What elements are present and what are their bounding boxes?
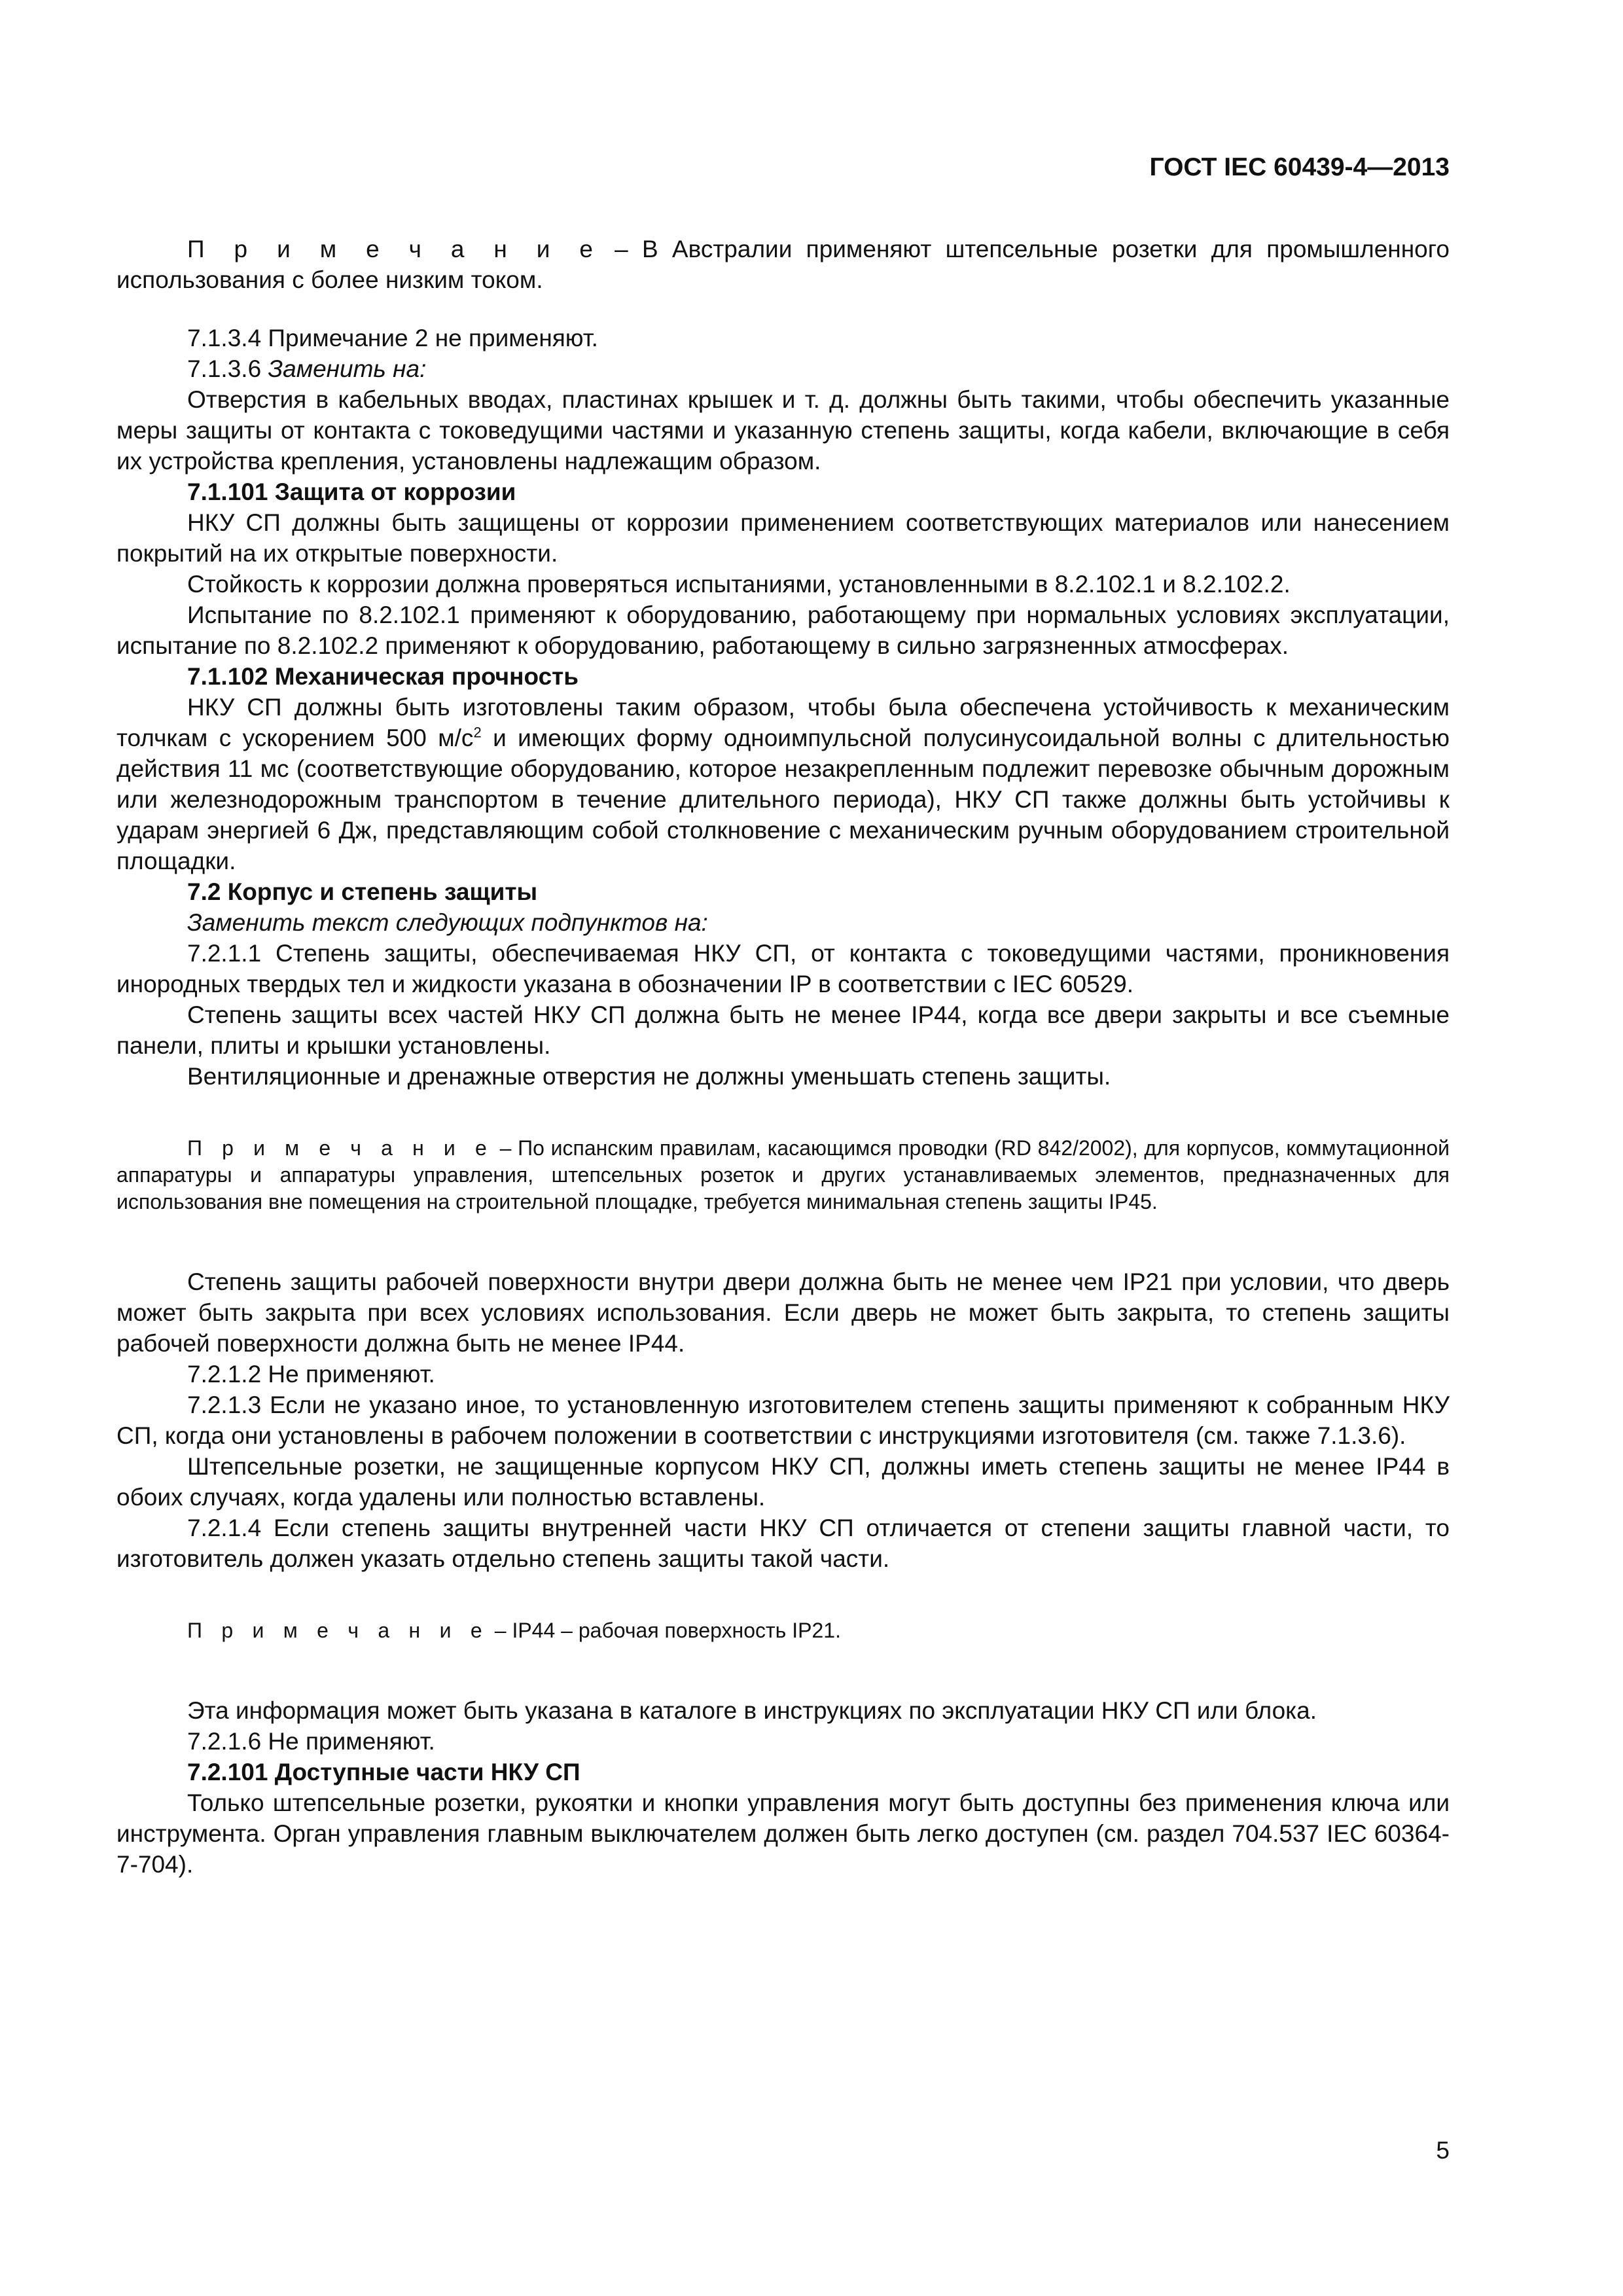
paragraph-7-1-3-4: 7.1.3.4 Примечание 2 не применяют.: [187, 325, 598, 351]
paragraph-accessible-parts: Только штепсельные розетки, рукоятки и кнопки управления могут быть доступны без применения ключа или инструмента. Орган управления главным выключателем должен быть легко доступен (см. раздел 704.537 IEC 60364-7-704).: [116, 1789, 1450, 1878]
note-ip44: [116, 1617, 1450, 1644]
note-label: П р и м е ч а н и е: [187, 1619, 489, 1642]
paragraph-openings: Отверстия в кабельных вводах, пластинах крышек и т. д. должны быть такими, чтобы обеспечить указанные меры защиты от контакта с токоведущими частями и указанную степень защиты, когда кабели, включающие в себя их устройства крепления, установлены надлежащим образом.: [116, 386, 1450, 475]
paragraph-7-2-1-2: 7.2.1.2 Не применяют.: [187, 1361, 435, 1388]
paragraph-corrosion-1: НКУ СП должны быть защищены от коррозии применением соответствующих материалов или нанесением покрытий на их открытые поверхности.: [116, 509, 1450, 567]
note-label: П р и м е ч а н и е: [187, 236, 601, 262]
note-label: П р и м е ч а н и е: [187, 1136, 493, 1160]
heading-7-2: 7.2 Корпус и степень защиты: [187, 878, 538, 905]
paragraph-7-1-3-6: [116, 353, 1450, 384]
paragraph-workface: Степень защиты рабочей поверхности внутри двери должна быть не менее чем IP21 при условии, что дверь может быть закрыта при всех условиях использования. Если дверь не может быть закрыта, то степень защиты рабочей поверхности должна быть не менее IP44.: [116, 1268, 1450, 1357]
page-number: 5: [1436, 2137, 1450, 2164]
paragraph-ventilation: Вентиляционные и дренажные отверстия не должны уменьшать степень защиты.: [187, 1063, 1111, 1090]
heading-7-1-101: 7.1.101 Защита от коррозии: [187, 478, 516, 505]
mech-superscript: 2: [473, 724, 482, 741]
note-text: – В Австралии применяют штепсельные розетки для промышленного использования с более низким током.: [116, 236, 1450, 293]
paragraph-sockets: Штепсельные розетки, не защищенные корпусом НКУ СП, должны иметь степень защиты не менее IP44 в обоих случаях, когда удалены или полностью вставлены.: [116, 1453, 1450, 1511]
paragraph-ip44: Степень защиты всех частей НКУ СП должна быть не менее IP44, когда все двери закрыты и все съемные панели, плиты и крышки установлены.: [116, 1001, 1450, 1059]
mech-text-before: НКУ СП должны быть изготовлены таким образом, чтобы была обеспечена устойчивость к механическим толчкам с ускорением 500 м/с: [116, 694, 1450, 751]
clause-number: 7.1.3.6: [187, 355, 268, 382]
paragraph-7-2-1-1: 7.2.1.1 Степень защиты, обеспечиваемая НКУ СП, от контакта с токоведущими частями, проникновения инородных твердых тел и жидкости указана в обозначении IP в соответствии с IEC 60529.: [116, 940, 1450, 997]
paragraph-information: Эта информация может быть указана в каталоге в инструкциях по эксплуатации НКУ СП или блока.: [187, 1697, 1317, 1724]
note-text: – По испанским правилам, касающимся проводки (RD 842/2002), для корпусов, коммутационной аппаратуры и аппаратуры управления, штепсельных розеток и других устанавливаемых элементов, предназначенных для использования вне помещения на строительной площадке, требуется минимальная степень защиты IP45.: [116, 1136, 1450, 1213]
note-text: – IP44 – рабочая поверхность IP21.: [488, 1619, 841, 1642]
note-spain: [116, 1135, 1450, 1215]
paragraph-7-2-1-4: 7.2.1.4 Если степень защиты внутренней части НКУ СП отличается от степени защиты главной части, то изготовитель должен указать отдельно степень защиты такой части.: [116, 1515, 1450, 1572]
paragraph-7-2-1-6: 7.2.1.6 Не применяют.: [187, 1728, 435, 1755]
paragraph-mechanical-strength: [116, 692, 1450, 876]
note-australia: [116, 234, 1450, 295]
document-body: [116, 234, 1450, 1880]
paragraph-replace-instruction: Заменить текст следующих подпунктов на:: [187, 909, 708, 936]
mech-text-after: и имеющих форму одноимпульсной полусинусоидальной волны с длительностью действия 11 мс (соответствующие оборудованию, которое незакрепленным подлежит перевозке обычным дорожным или железнодорожным транспортом в течение длительного периода), НКУ СП также должны быть устойчивы к ударам энергией 6 Дж, представляющим собой столкновение с механическим ручным оборудованием строительной площадки.: [116, 725, 1450, 874]
document-header: ГОСТ IEC 60439-4—2013: [1149, 153, 1450, 181]
paragraph-corrosion-2: Стойкость к коррозии должна проверяться испытаниями, установленными в 8.2.102.1 и 8.2.102.2.: [187, 571, 1291, 598]
paragraph-7-2-1-3: 7.2.1.3 Если не указано иное, то установленную изготовителем степень защиты применяют к собранным НКУ СП, когда они установлены в рабочем положении в соответствии с инструкциями изготовителя (см. также 7.1.3.6).: [116, 1391, 1450, 1449]
paragraph-corrosion-3: Испытание по 8.2.102.1 применяют к оборудованию, работающему при нормальных условиях эксплуатации, испытание по 8.2.102.2 применяют к оборудованию, работающему в сильно загрязненных атмосферах.: [116, 601, 1450, 659]
heading-7-1-102: 7.1.102 Механическая прочность: [187, 663, 579, 690]
clause-instruction: Заменить на:: [268, 355, 427, 382]
heading-7-2-101: 7.2.101 Доступные части НКУ СП: [187, 1759, 580, 1785]
